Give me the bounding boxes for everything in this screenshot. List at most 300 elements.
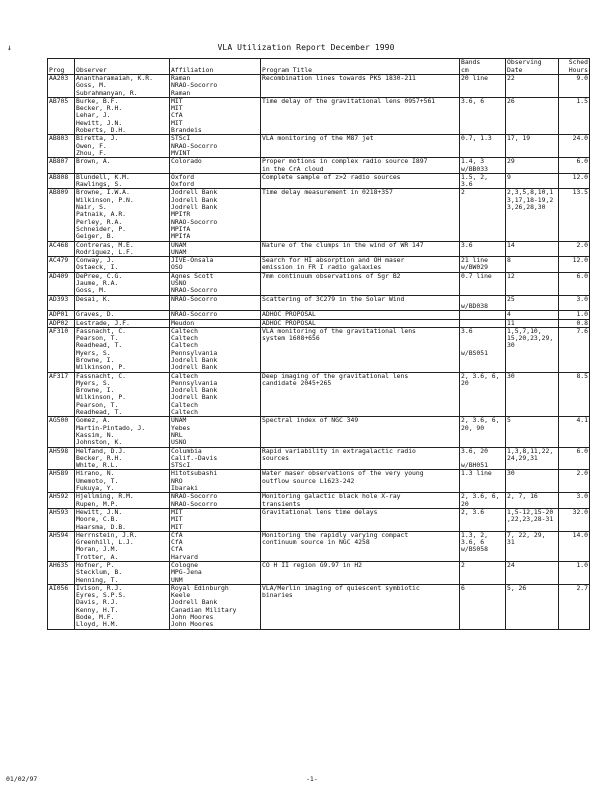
program-title-cell-line: Gravitational lens time delays — [262, 508, 378, 516]
sched-hours: 0.8 — [559, 319, 590, 327]
program-code: AH593 — [48, 508, 75, 531]
observer-cell — [75, 584, 170, 629]
bands-cell-line — [461, 287, 504, 294]
observer-cell-line: Becker, R.H. — [76, 454, 123, 462]
sched-hours: 1.0 — [559, 562, 590, 585]
program-code: AC468 — [48, 241, 75, 257]
observing-date-cell-line — [507, 219, 557, 226]
program-title-cell-line — [262, 219, 458, 226]
table-row — [48, 447, 590, 470]
program-title-cell — [261, 158, 460, 174]
bands-cell-line — [461, 342, 504, 349]
affiliation-cell-line: Jodrell Bank — [171, 196, 218, 204]
table-row — [48, 75, 590, 98]
program-title-cell-line: Search for HI absorption and OH maser — [262, 257, 405, 265]
observing-date-cell — [506, 173, 559, 189]
observer-cell-line: Helfand, D.J. — [76, 447, 127, 455]
program-title-cell-line — [262, 112, 458, 119]
program-title-cell-line — [262, 425, 458, 432]
program-title-cell-line: binaries — [262, 592, 293, 600]
observing-date-cell-line — [507, 280, 557, 287]
observing-date-cell-line — [507, 211, 557, 218]
program-code: ADP02 — [48, 319, 75, 327]
table-row — [48, 135, 590, 158]
observer-cell-line: Trotter, A. — [76, 553, 119, 561]
observing-date-cell-line — [507, 264, 557, 271]
observer-cell-line: Owen, F. — [76, 142, 107, 150]
observer-cell-line: Perley, R.A. — [76, 218, 123, 226]
observer-cell-line: Rupen, M.P. — [76, 500, 119, 508]
program-title-cell-line — [262, 127, 458, 134]
program-code: ADP01 — [48, 311, 75, 319]
observer-cell-line: Fukuya, Y. — [76, 485, 115, 493]
program-title-cell-line: VLA monitoring of the gravitational lens — [262, 327, 416, 335]
observer-cell-line: Lloyd, H.M. — [76, 621, 119, 629]
program-title-cell — [261, 135, 460, 158]
observing-date-cell-line — [507, 380, 557, 387]
bands-cell-line: 2, 3.6, 6, — [461, 372, 500, 380]
program-title-cell-line — [262, 303, 458, 310]
observer-cell-line: Moore, C.B. — [76, 516, 119, 524]
bands-cell — [460, 257, 506, 273]
program-title-cell-line — [262, 439, 458, 446]
affiliation-cell — [170, 158, 261, 174]
affiliation-cell-line: NRAO-Socorro — [171, 500, 218, 508]
observing-date-cell-line: 2,3,5,8,10,1 — [507, 189, 554, 197]
program-title-cell-line: VLA monitoring of the M87 jet — [262, 135, 374, 143]
program-title-cell — [261, 75, 460, 98]
sched-hours: 1.5 — [559, 97, 590, 134]
bands-cell-line: 2, 3.6, 6, — [461, 493, 500, 501]
observer-cell-line: Lestrade, J.F. — [76, 319, 130, 327]
observer-cell — [75, 75, 170, 98]
bands-cell-line: 6 — [461, 584, 465, 592]
affiliation-cell-line: UNM — [171, 576, 183, 584]
sched-hours: 14.0 — [559, 531, 590, 561]
observing-date-cell-line — [507, 394, 557, 401]
program-title-cell — [261, 97, 460, 134]
affiliation-cell — [170, 508, 261, 531]
bands-cell-line — [461, 516, 504, 523]
header-observing-date — [506, 59, 559, 75]
program-code: AB807 — [48, 158, 75, 174]
observing-date-cell — [506, 470, 559, 493]
program-title-cell-line: Scattering of 3C279 in the Solar Wind — [262, 295, 405, 303]
observing-date-cell-line — [507, 166, 557, 173]
program-title-cell-line — [262, 607, 458, 614]
bands-cell — [460, 584, 506, 629]
bands-cell — [460, 97, 506, 134]
bands-cell-line — [461, 120, 504, 127]
observer-cell-line: Umemoto, T. — [76, 477, 119, 485]
observing-date-cell-line: 9 — [507, 173, 511, 181]
affiliation-cell-line: Keele — [171, 592, 191, 600]
footer-date: 01/02/97 — [6, 775, 38, 783]
header-bands-line1: Bands — [461, 58, 481, 66]
bands-cell-line — [461, 455, 504, 462]
observer-cell-line: Lehar, J. — [76, 112, 111, 120]
program-title-cell-line — [262, 546, 458, 553]
affiliation-cell-line — [171, 303, 259, 310]
program-title-cell-line: ADHOC PROPOSAL — [262, 319, 316, 327]
observer-cell — [75, 241, 170, 257]
program-title-cell — [261, 417, 460, 447]
observing-date-cell-line — [507, 577, 557, 584]
program-title-cell-line: CO H II region G9.97 in H2 — [262, 562, 363, 569]
affiliation-cell — [170, 295, 261, 311]
affiliation-cell-line: John Moores — [171, 621, 214, 629]
program-title-cell-line — [262, 90, 458, 97]
bands-cell-line: 2 — [461, 562, 465, 569]
observing-date-cell — [506, 189, 559, 241]
observer-cell — [75, 372, 170, 417]
header-date-line1: Observing — [507, 58, 542, 66]
affiliation-cell-line: Jodrell Bank — [171, 387, 218, 395]
affiliation-cell-line: Yebes — [171, 424, 191, 432]
bands-cell-line — [461, 233, 504, 240]
observing-date-cell-line — [507, 233, 557, 240]
program-code: AH589 — [48, 470, 75, 493]
program-title-cell-line — [262, 516, 458, 523]
observer-cell-line: Fassnacht, C. — [76, 372, 127, 380]
sched-hours: 1.0 — [559, 311, 590, 319]
observer-cell-line: Herrnstein, J.R. — [76, 531, 138, 539]
program-title-cell-line: Recombination lines towards PKS 1830-211 — [262, 75, 416, 82]
observer-cell-line: Becker, R.H. — [76, 105, 123, 113]
observer-cell — [75, 135, 170, 158]
program-title-cell — [261, 327, 460, 372]
bands-cell-line — [461, 569, 504, 576]
observer-cell — [75, 447, 170, 470]
observing-date-cell — [506, 272, 559, 295]
affiliation-cell-line: Columbia — [171, 447, 202, 455]
observer-cell — [75, 272, 170, 295]
bands-cell-line — [461, 478, 504, 485]
observer-cell-line: Desai, K. — [76, 295, 111, 303]
bands-cell — [460, 447, 506, 470]
affiliation-cell-line: Brandeis — [171, 127, 202, 135]
program-title-cell — [261, 447, 460, 470]
observing-date-cell-line: 3,26,28,30 — [507, 204, 546, 212]
program-title-cell — [261, 189, 460, 241]
header-program: Prog — [48, 59, 75, 75]
affiliation-cell-line: MVINT — [171, 149, 191, 157]
observer-cell — [75, 158, 170, 174]
observing-date-cell-line: 5 — [507, 417, 511, 425]
affiliation-cell — [170, 135, 261, 158]
program-title-cell-line: Deep imaging of the gravitational lens — [262, 372, 409, 380]
bands-cell-line: 21 line — [461, 257, 488, 265]
bands-cell-line — [461, 249, 504, 256]
observer-cell-line: Myers, S. — [76, 379, 111, 387]
observing-date-cell-line: ,22,23,28-31 — [507, 516, 554, 524]
observer-cell-line: Nair, S. — [76, 204, 107, 212]
observer-cell-line: Wilkinson, P. — [76, 364, 127, 372]
affiliation-cell — [170, 470, 261, 493]
observer-cell-line: Blundell, K.M. — [76, 173, 130, 181]
observer-cell-line: Burke, B.F. — [76, 97, 119, 105]
bands-cell-line — [461, 614, 504, 621]
observing-date-cell-line — [507, 364, 557, 371]
sched-hours: 6.0 — [559, 158, 590, 174]
observer-cell-line: Kassim, N. — [76, 431, 115, 439]
observer-cell-line: Henning, T. — [76, 576, 119, 584]
table-row — [48, 417, 590, 447]
observer-cell-line: Hofner, P. — [76, 562, 115, 569]
observing-date-cell-line — [507, 409, 557, 416]
table-row — [48, 493, 590, 509]
bands-cell — [460, 493, 506, 509]
program-title-cell-line — [262, 204, 458, 211]
program-title-cell-line: Proper motions in complex radio source I897 — [262, 158, 428, 166]
observer-cell — [75, 257, 170, 273]
program-title-cell-line — [262, 621, 458, 628]
program-title-cell-line: in the CrA cloud — [262, 165, 324, 173]
observing-date-cell-line — [507, 387, 557, 394]
program-title-cell-line — [262, 105, 458, 112]
bands-cell-line: 3.6 — [461, 327, 473, 335]
observer-cell-line: Contreras, M.E. — [76, 241, 134, 249]
program-code: AH592 — [48, 493, 75, 509]
observer-cell-line: Wilkinson, P. — [76, 394, 127, 402]
affiliation-cell-line: Jodrell Bank — [171, 599, 218, 607]
program-title-cell-line — [262, 197, 458, 204]
observer-cell — [75, 189, 170, 241]
observing-date-cell — [506, 97, 559, 134]
affiliation-cell-line: OSO — [171, 264, 183, 272]
bands-cell-line — [461, 364, 504, 371]
observing-date-cell-line: 22 — [507, 75, 515, 82]
observer-cell — [75, 311, 170, 319]
program-title-cell-line — [262, 120, 458, 127]
bands-cell-line — [461, 211, 504, 218]
affiliation-cell-line: Jodrell Bank — [171, 394, 218, 402]
bands-cell-line — [461, 105, 504, 112]
affiliation-cell — [170, 257, 261, 273]
header-observer: Observer — [75, 59, 170, 75]
bands-cell — [460, 562, 506, 585]
observing-date-cell-line: 24 — [507, 562, 515, 569]
affiliation-cell-line: Royal Edinburgh — [171, 584, 229, 592]
bands-cell-line: w/BS051 — [461, 349, 488, 357]
header-hours-line2: Hours — [568, 65, 588, 74]
bands-cell-line: w/BD038 — [461, 302, 488, 310]
observer-cell — [75, 531, 170, 561]
program-title-cell-line — [262, 485, 458, 492]
bands-cell-line: 3.6, 6 — [461, 539, 485, 547]
program-title-cell-line — [262, 280, 458, 287]
observing-date-cell-line: 8 — [507, 257, 511, 265]
observer-cell-line: Graves, D. — [76, 311, 115, 319]
bands-cell — [460, 470, 506, 493]
observing-date-cell — [506, 531, 559, 561]
observing-date-cell — [506, 584, 559, 629]
observing-date-cell — [506, 372, 559, 417]
sched-hours: 9.0 — [559, 75, 590, 98]
observer-cell-line: Brown, A. — [76, 158, 111, 166]
table-row — [48, 311, 590, 319]
bands-cell-line — [461, 150, 504, 157]
observing-date-cell — [506, 493, 559, 509]
observing-date-cell — [506, 135, 559, 158]
program-title-cell-line — [262, 357, 458, 364]
affiliation-cell — [170, 562, 261, 585]
bands-cell — [460, 531, 506, 561]
observer-cell-line: Readhead, T. — [76, 342, 123, 350]
program-title-cell-line: Monitoring galactic black hole X-ray — [262, 493, 401, 501]
affiliation-cell-line: MIT — [171, 523, 183, 531]
table-row — [48, 257, 590, 273]
observer-cell-line: Subrahmanyan, R. — [76, 89, 138, 97]
bands-cell — [460, 189, 506, 241]
program-title-cell-line — [262, 181, 458, 188]
affiliation-cell-line: Jodrell Bank — [171, 364, 218, 372]
observing-date-cell-line — [507, 432, 557, 439]
bands-cell-line: 0.7, 1.3 — [461, 135, 492, 143]
program-code: AD409 — [48, 272, 75, 295]
bands-cell-line: 1.4, 3 — [461, 158, 485, 166]
bands-cell-line — [461, 485, 504, 492]
program-title-cell-line — [262, 233, 458, 240]
affiliation-cell-line: Caltech — [171, 401, 198, 409]
program-title-cell — [261, 241, 460, 257]
bands-cell-line — [461, 409, 504, 416]
sched-hours: 12.0 — [559, 257, 590, 273]
observing-date-cell-line — [507, 112, 557, 119]
bands-cell-line — [461, 112, 504, 119]
observer-cell-line: Myers, S. — [76, 349, 111, 357]
affiliation-cell-line: MIT — [171, 516, 183, 524]
bands-cell — [460, 311, 506, 319]
affiliation-cell-line: Harvard — [171, 553, 198, 561]
observing-date-cell-line — [507, 462, 557, 469]
table-row — [48, 241, 590, 257]
observing-date-cell-line — [507, 614, 557, 621]
observing-date-cell — [506, 158, 559, 174]
affiliation-cell-line: MPIfR — [171, 211, 191, 219]
program-title-cell-line — [262, 394, 458, 401]
affiliation-cell-line: CfA — [171, 531, 183, 539]
observing-date-cell-line: 29 — [507, 158, 515, 166]
observer-cell — [75, 295, 170, 311]
observer-cell-line: Rawlings, S. — [76, 181, 123, 189]
observing-date-cell-line — [507, 592, 557, 599]
affiliation-cell-line: Pennsylvania — [171, 379, 218, 387]
bands-cell — [460, 272, 506, 295]
table-row — [48, 470, 590, 493]
bands-cell-line: w/BH051 — [461, 462, 488, 470]
program-title-cell-line: continuum source in NGC 4258 — [262, 539, 370, 547]
affiliation-cell-line: NRAO-Socorro — [171, 142, 218, 150]
program-title-cell-line: sources — [262, 454, 289, 462]
bands-cell-line — [461, 402, 504, 409]
program-title-cell — [261, 311, 460, 319]
observing-date-cell-line — [507, 621, 557, 628]
bands-cell-line — [461, 82, 504, 89]
observer-cell-line: Gomez, A. — [76, 417, 111, 425]
hole-punch-mark: ↓ — [7, 43, 12, 52]
program-title-cell-line: Monitoring the rapidly varying compact — [262, 531, 409, 539]
program-title-cell-line — [262, 409, 458, 416]
affiliation-cell — [170, 97, 261, 134]
affiliation-cell — [170, 272, 261, 295]
observing-date-cell-line — [507, 554, 557, 561]
bands-cell-line — [461, 599, 504, 606]
observing-date-cell-line — [507, 105, 557, 112]
utilization-table — [47, 58, 590, 630]
observer-cell-line: Schneider, P. — [76, 225, 127, 233]
bands-cell-line — [461, 432, 504, 439]
affiliation-cell-line: MPIfA — [171, 233, 191, 241]
sched-hours: 24.0 — [559, 135, 590, 158]
program-title-cell — [261, 272, 460, 295]
observing-date-cell-line — [507, 90, 557, 97]
table-row — [48, 319, 590, 327]
affiliation-cell-line: UNAM — [171, 417, 187, 425]
observing-date-cell-line: 24,29,31 — [507, 454, 538, 462]
observing-date-cell-line: 30 — [507, 342, 515, 350]
observing-date-cell-line: 30 — [507, 372, 515, 380]
table-row — [48, 327, 590, 372]
affiliation-cell-line: STScI — [171, 462, 191, 470]
observer-cell-line: Browne, I. — [76, 387, 115, 395]
observer-cell-line: Moran, J.M. — [76, 546, 119, 554]
observing-date-cell-line: 31 — [507, 539, 515, 547]
observing-date-cell-line — [507, 546, 557, 553]
observer-cell-line: Roberts, D.H. — [76, 127, 127, 135]
affiliation-cell-line: MIT — [171, 105, 183, 113]
table-row — [48, 372, 590, 417]
bands-cell — [460, 135, 506, 158]
table-row — [48, 508, 590, 531]
sched-hours: 32.0 — [559, 508, 590, 531]
observing-date-cell-line — [507, 226, 557, 233]
observing-date-cell-line: 7, 22, 29, — [507, 531, 546, 539]
bands-cell-line — [461, 226, 504, 233]
program-title-cell-line — [262, 364, 458, 371]
program-title-cell-line: VLA/Merlin imaging of quiescent symbiotic — [262, 584, 420, 592]
observer-cell-line: Ivison, R.J. — [76, 584, 123, 592]
table-row — [48, 189, 590, 241]
table-row — [48, 97, 590, 134]
observer-cell — [75, 417, 170, 447]
bands-cell-line — [461, 357, 504, 364]
program-title-cell — [261, 295, 460, 311]
observer-cell-line — [76, 303, 168, 310]
observer-cell-line: Hewitt, J.N. — [76, 119, 123, 127]
affiliation-cell-line: Jodrell Bank — [171, 189, 218, 197]
affiliation-cell-line: NRAO-Socorro — [171, 82, 218, 90]
bands-cell — [460, 372, 506, 417]
program-title-cell-line — [262, 554, 458, 561]
program-title-cell-line — [262, 82, 458, 89]
program-title-cell — [261, 493, 460, 509]
bands-cell-line: 2 — [461, 189, 465, 197]
observing-date-cell-line — [507, 287, 557, 294]
observing-date-cell-line — [507, 303, 557, 310]
observing-date-cell-line — [507, 402, 557, 409]
program-title-cell-line — [262, 287, 458, 294]
program-title-cell — [261, 319, 460, 327]
bands-cell-line — [461, 607, 504, 614]
bands-cell-line: 3.6 — [461, 241, 473, 249]
bands-cell-line — [461, 90, 504, 97]
program-code: AB809 — [48, 189, 75, 241]
program-title-cell-line — [262, 402, 458, 409]
observing-date-cell-line: 1,5,7,10, — [507, 327, 542, 335]
affiliation-cell-line: Calif.-Davis — [171, 454, 218, 462]
affiliation-cell-line: Canadian Military — [171, 606, 237, 614]
